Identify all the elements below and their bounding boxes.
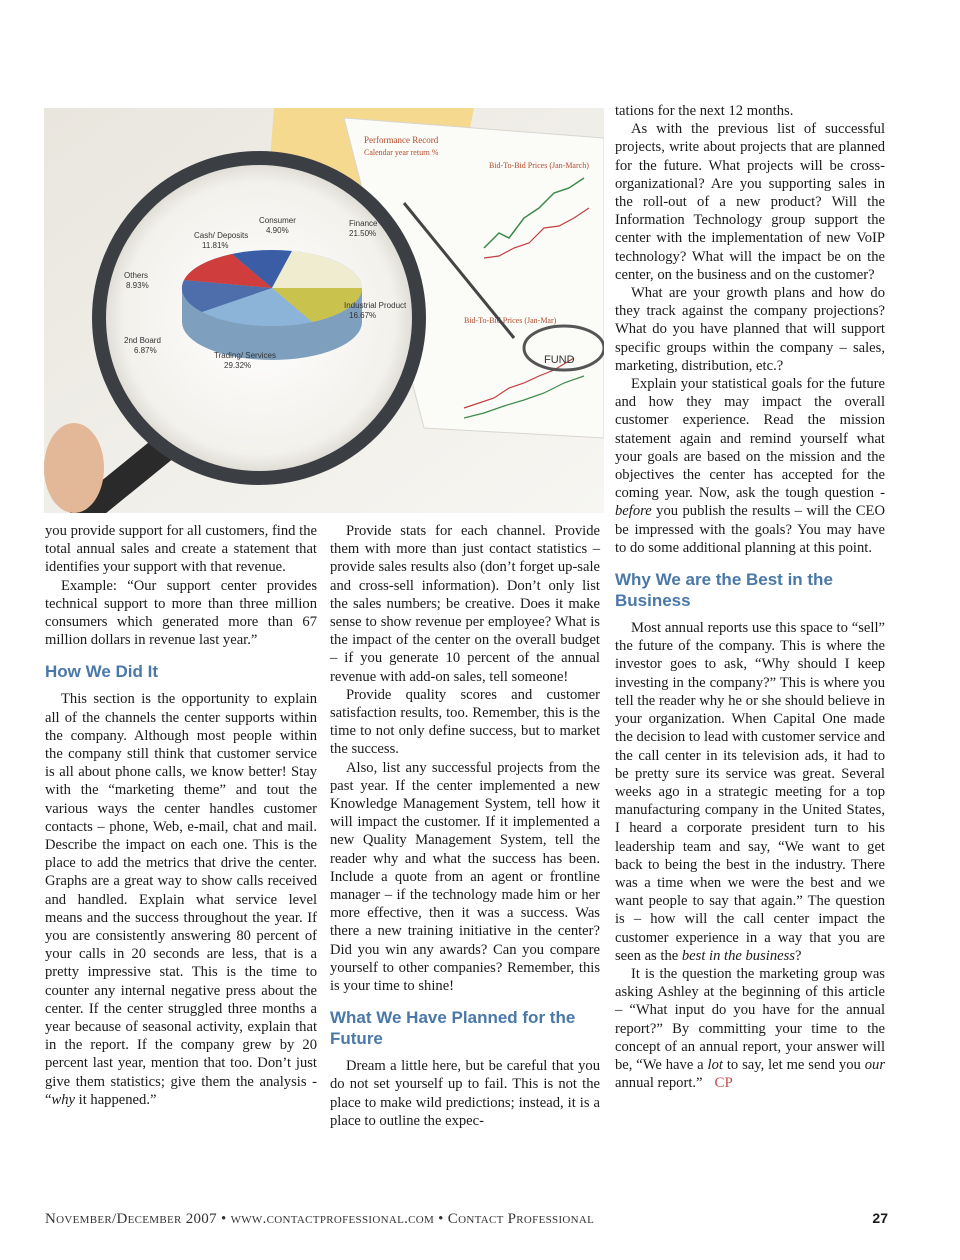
end-mark: CP xyxy=(714,1075,733,1092)
fund-label: FUND xyxy=(544,354,575,366)
section-heading-planned-future: What We Have Planned for the Future xyxy=(330,1008,576,1049)
col3-paragraph-2: What are your growth plans and how do they track against the company projections? What do you have planned that will support specific groups within the company – sales, marketing, distribution, etc.? xyxy=(615,285,885,374)
page-footer: November/December 2007 • www.contactprofessional.com • Contact Professional xyxy=(45,1211,595,1227)
col2-paragraph-4: Dream a little here, but be careful that you do not set yourself up to fail. This is not the place to make wild predictions; instead, it is a place to outline the expec- xyxy=(330,1058,600,1129)
pie-label-others: Others xyxy=(124,271,149,280)
report-heading: Performance Record xyxy=(364,135,439,145)
col1-paragraph-3: This section is the opportunity to explain all of the channels the center supports within the company. Although most people within the company still think that customer service is all about phone calls, we know better! Stay with the “marketing theme” and tout the various ways the center handles customer contacts – phone, Web, e-mail, chat and mail. Describe the impact on each one. This is the place to add the metrics that drive the center. Graphs are a great way to show calls received and handled. Explain what service level means and the success throughout the year. If you are consistently answering 80 percent of your calls in 20 seconds are less, that is a pretty impressive stat. This is the time to counter any internal negative press about the center. If the center struggled three months a year because of seasonal activity, explain that in the report. If the company grew by 20 percent last year, mention that too. Don’t just give them statistics; give them the analysis - “why it happened.” xyxy=(45,691,317,1108)
pie-value-cash: 11.81% xyxy=(202,241,229,250)
col1-paragraph-1: you provide support for all customers, find the total annual sales and create a statement that identifies your support with that revenue. xyxy=(45,523,317,576)
pie-label-trading: Trading/ Services xyxy=(214,351,276,360)
page-number: 27 xyxy=(872,1210,888,1226)
article-column-2 xyxy=(330,522,600,1130)
pie-value-others: 8.93% xyxy=(126,281,149,290)
col3-paragraph-1: As with the previous list of successful projects, write about projects that are planned for the future. What projects will be cross-organizational? Are you supporting sales in the roll-out of a new product? Will the Information Technology group support the center with the implementation of new VoIP technology? What will the impact be on the center, on the business and on the customer? xyxy=(615,121,885,283)
pie-value-trading: 29.32% xyxy=(224,361,252,370)
col3-paragraph-4: Most annual reports use this space to “sell” the future of the company. This is where the investor goes to ask, “Why should I keep investing in the company?” This is where you tell the reader why he or she should believe in your organization. When Capital One made the decision to lead with customer service and the call center in its television ads, it had to be pretty sure its service was great. Several weeks ago in a strategic meeting for a top manufacturing company in the United States, I heard a corporate president turn to his leadership team and say, “We want to get back to being the best in the industry. There was a time when we were the best and we want people to say that again.” The question is – how will the call center impact the customer experience in a way that you are seen as the best in the business? xyxy=(615,620,885,964)
pie-chart xyxy=(182,250,362,360)
col3-paragraph-5: It is the question the marketing group was asking Ashley at the beginning of this article – “What input do you have for the annual report?” By committing your time to the concept of an annual report, your answer will be, “We have a lot to say, let me send you our annual report.” CP xyxy=(615,965,885,1092)
pie-label-finance: Finance xyxy=(349,219,378,228)
hand-icon xyxy=(44,423,104,513)
report-sub: Calendar year return % xyxy=(364,148,439,157)
col2-paragraph-1: Provide stats for each channel. Provide them with more than just contact statistics – provide sales results also (don’t forget up-sale and cross-sell information). Don’t only list the sales numbers; be creative. Does it make sense to show revenue per employee? What is the impact of the center on the overall budget – if you generate 10 percent of the annual revenue with add-on sales, tell someone! xyxy=(330,523,600,685)
pie-label-industrial: Industrial Product xyxy=(344,301,407,310)
magnifying-glass-photo xyxy=(44,108,604,513)
photo-illustration xyxy=(44,108,604,513)
pie-value-consumer: 4.90% xyxy=(266,226,289,235)
chart1-title: Bid-To-Bid Prices (Jan-March) xyxy=(489,161,589,170)
col2-paragraph-3: Also, list any successful projects from the past year. If the center implemented a new Knowledge Management System, tell how it will impact the customer. If it implemented a new Quality Management System, tell the reader why and what the success has been. Include a quote from an agent or frontline manager – if the technology made him or her more effective, then it was a success. Was there a new training initiative in the center? Did you win any awards? Can you compare yourself to other companies? Remember, this is your time to shine! xyxy=(330,759,600,995)
col3-paragraph-0: tations for the next 12 months. xyxy=(615,103,794,119)
section-heading-best-in-business: Why We are the Best in the Business xyxy=(615,570,833,611)
chart2-title: Bid-To-Bid Prices (Jan-Mar) xyxy=(464,316,557,325)
pie-label-consumer: Consumer xyxy=(259,216,296,225)
col3-paragraph-3: Explain your statistical goals for the future and how they may impact the overall customer experience. Read the mission statement again and remind yourself what your goals are based on the mission and the objectives the center has accepted for the coming year. Now, ask the tough question - before you publish the results – will the CEO be impressed with the goals? You may have to do some additional planning at this point. xyxy=(615,376,885,556)
article-column-1 xyxy=(45,522,317,1109)
pie-value-2ndboard: 6.87% xyxy=(134,346,157,355)
col2-paragraph-2: Provide quality scores and customer satisfaction results, too. Remember, this is the time to not only define success, but to market the success. xyxy=(330,686,600,758)
pie-label-cash: Cash/ Deposits xyxy=(194,231,249,240)
col1-paragraph-2: Example: “Our support center provides technical support to more than three million consumers which generated more than 67 million dollars in revenue last year.” xyxy=(45,577,317,649)
article-column-3 xyxy=(615,102,885,1092)
pie-value-industrial: 16.67% xyxy=(349,311,377,320)
pie-value-finance: 21.50% xyxy=(349,229,377,238)
section-heading-how-we-did-it: How We Did It xyxy=(45,662,159,682)
pie-label-2ndboard: 2nd Board xyxy=(124,336,161,345)
